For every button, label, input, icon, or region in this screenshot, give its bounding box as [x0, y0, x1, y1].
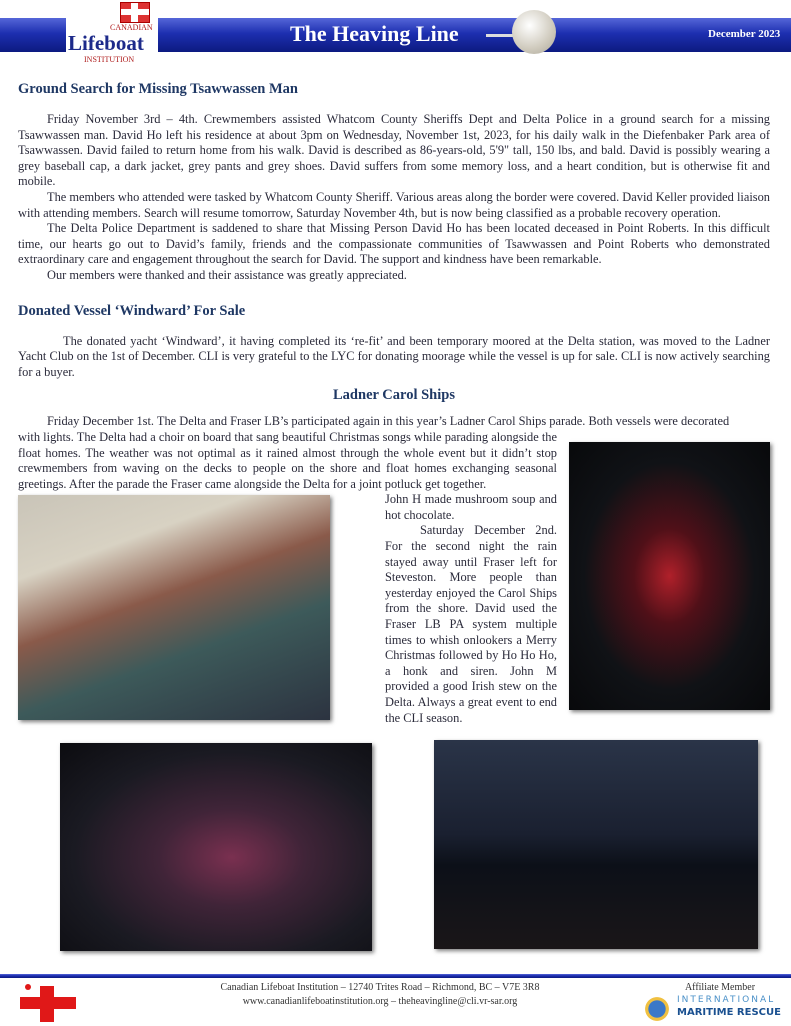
- windward-heading: Donated Vessel ‘Windward’ For Sale: [18, 302, 246, 319]
- windward-paragraph: The donated yacht ‘Windward’, it having completed its ‘re-fit’ and been temporary moored at the Delta station, was moved to the Ladner Yacht Club on the 1st of December. CLI is very grateful to the LYC for donating moorage while the vessel is up for sale. CLI is now actively searching for a buyer.: [18, 333, 770, 379]
- logo-sub-text: INSTITUTION: [84, 55, 135, 64]
- logo-small-text: CANADIAN: [110, 23, 153, 32]
- paragraph: The Delta Police Department is saddened to share that Missing Person David Ho has been located deceased in Point Roberts. In this difficult time, our hearts go out to David’s family, friends and the compassionate communities of Tsawwassen and Point Roberts who demonstrated extraordinary care and engagement throughout the search for David. The support and kindness have been remarkable.: [18, 221, 770, 267]
- photo-deck-lights: [60, 743, 372, 951]
- paragraph: The members who attended were tasked by Whatcom County Sheriff. Various areas along the border were covered. David Keller provided liaison with attending members. Search will resume tomorrow, Saturday November 4th, but is now being classified as a probable recovery operation.: [18, 189, 770, 220]
- ground-search-body: [18, 112, 770, 284]
- carol-paragraph-2: Saturday December 2nd. For the second night the rain stayed away until Fraser left for Steveston. More people than yesterday enjoyed the Carol Ships from the shore. David used the Fraser LB PA system multiple times to whish onlookers a Merry Christmas followed by Ho Ho Ho, a honk and siren. John M provided a good Irish stew on the Delta. Always a great event to end the CLI season.: [385, 523, 557, 725]
- photo-waterfront-night: [434, 740, 758, 949]
- carol-paragraph-1-cont: with lights. The Delta had a choir on board that sang beautiful Christmas songs while parading alongside the float homes. The weather was not optimal as it rained almost through the whole event but it didn’t stop crewmembers from waving on the decks to people on the shore and float homes exchanging seasonal greetings. After the parade the Fraser came alongside the Delta for a joint potluck get together.: [18, 429, 557, 491]
- imr-globe-icon: [642, 994, 672, 1024]
- flag-icon: [120, 2, 150, 23]
- monkey-fist-knot-icon: [512, 10, 556, 54]
- paragraph: Our members were thanked and their assistance was greatly appreciated.: [47, 267, 407, 282]
- content: [0, 80, 791, 952]
- carol-paragraph-1-end: John H made mushroom soup and hot chocolate.: [385, 492, 557, 522]
- imr-line-2: MARITIME RESCUE: [677, 1007, 781, 1019]
- cli-cross-logo: [18, 982, 78, 1022]
- imr-line-1: INTERNATIONAL: [677, 995, 776, 1006]
- photo-potluck-cabin: [18, 495, 330, 720]
- footer-contact[interactable]: www.canadianlifeboatinstitution.org – theheavingline@cli.vr-sar.org: [242, 996, 518, 1008]
- footer-band: [0, 974, 791, 978]
- paragraph: Friday November 3rd – 4th. Crewmembers assisted Whatcom County Sheriffs Dept and Delta Police in a ground search for a missing Tsawwassen man. David Ho left his residence at about 3pm on Wednesday, November 1st, 2023, for his daily walk in the Diefenbaker Park area of Tsawwassen. David failed to return home from his walk. David is described as 86-years-old, 5'9" tall, 150 lbs, and bald. David is possibly wearing a grey baseball cap, a dark jacket, grey pants and grey shoes. David suffers from some memory loss, and a heart condition, but is otherwise fit and mobile.: [18, 112, 770, 189]
- ground-search-heading: Ground Search for Missing Tsawwassen Man: [18, 81, 298, 97]
- footer: [0, 974, 791, 1026]
- newsletter-title: The Heaving Line: [290, 21, 459, 46]
- header: [0, 0, 791, 72]
- bottom-photos: [18, 740, 770, 952]
- photo-lifeboat-lights: [569, 442, 770, 710]
- maple-leaf-icon: [25, 984, 31, 990]
- carol-paragraph-1: Friday December 1st. The Delta and Fraser LB’s participated again in this year’s Ladner Carol Ships parade. Both vessels were decorated: [47, 414, 730, 429]
- logo-main-text: Lifeboat: [68, 31, 144, 55]
- issue-date: December 2023: [708, 28, 781, 40]
- affiliate-label: Affiliate Member: [684, 982, 756, 994]
- carol-ships-heading: Ladner Carol Ships: [333, 387, 455, 404]
- footer-address: Canadian Lifeboat Institution – 12740 Trites Road – Richmond, BC – V7E 3R8: [220, 982, 540, 994]
- cli-logo: [66, 2, 158, 66]
